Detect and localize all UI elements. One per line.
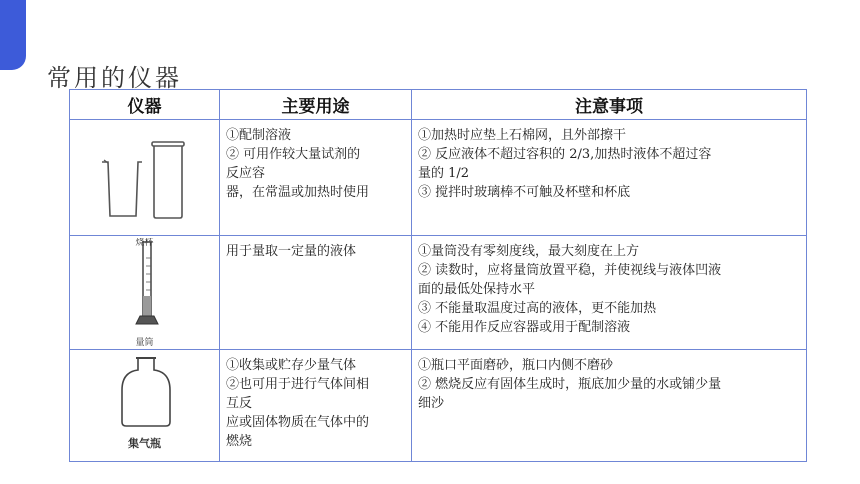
usage-line: 器，在常温或加热时使用 xyxy=(226,185,370,200)
note-line: ③ 搅拌时玻璃棒不可触及杯壁和杯底 xyxy=(418,185,631,200)
note-line: ② 读数时，应将量筒放置平稳，并使视线与液体凹液 xyxy=(418,263,722,278)
note-line: ①瓶口平面磨砂，瓶口内侧不磨砂 xyxy=(418,358,614,373)
instrument-cell xyxy=(70,120,220,248)
instrument-label: 烧杯 xyxy=(135,238,154,248)
usage-cell xyxy=(220,120,412,236)
usage-line: ② 可用作较大量试剂的 xyxy=(226,147,361,162)
accent-bar xyxy=(0,0,26,70)
header-usage: 主要用途 xyxy=(220,90,412,120)
usage-line: ①收集或贮存少量气体 xyxy=(226,358,357,373)
usage-line: 互反 xyxy=(226,396,253,411)
note-line: ④ 不能用作反应容器或用于配制溶液 xyxy=(418,320,631,335)
note-line: ② 反应液体不超过容积的 2/3,加热时液体不超过容 xyxy=(418,147,712,162)
instrument-label: 集气瓶 xyxy=(128,437,161,450)
graduated-cylinder-icon xyxy=(70,236,220,350)
note-line: 细沙 xyxy=(418,396,445,411)
note-line: ①量筒没有零刻度线，最大刻度在上方 xyxy=(418,244,640,259)
notes-cell xyxy=(412,350,807,462)
instrument-label: 量筒 xyxy=(135,338,154,348)
usage-cell xyxy=(220,236,412,350)
instrument-table xyxy=(69,89,807,462)
note-line: ② 燃烧反应有固体生成时，瓶底加少量的水或铺少量 xyxy=(418,377,722,392)
usage-line: 用于量取一定量的液体 xyxy=(226,244,357,259)
usage-line: 燃烧 xyxy=(226,434,253,449)
usage-line: 应或固体物质在气体中的 xyxy=(226,415,370,430)
beaker-icon xyxy=(70,120,220,236)
notes-cell xyxy=(412,120,807,236)
page-title: 常用的仪器 xyxy=(47,64,182,92)
instrument-cell xyxy=(70,236,220,350)
table-row xyxy=(70,236,807,350)
note-line: 面的最低处保持水平 xyxy=(418,282,536,297)
notes-cell xyxy=(412,236,807,350)
header-instrument: 仪器 xyxy=(70,90,220,120)
usage-line: ②也可用于进行气体间相 xyxy=(226,377,370,392)
usage-cell xyxy=(220,350,412,462)
usage-line: 反应容 xyxy=(226,166,266,181)
instrument-cell xyxy=(70,350,220,462)
table-row xyxy=(70,120,807,236)
header-notes: 注意事项 xyxy=(412,90,807,120)
note-line: ①加热时应垫上石棉网，且外部擦干 xyxy=(418,128,627,143)
table-header-row xyxy=(70,90,807,120)
note-line: 量的 1/2 xyxy=(418,166,470,181)
usage-line: ①配制溶液 xyxy=(226,128,292,143)
table-row xyxy=(70,350,807,462)
note-line: ③ 不能量取温度过高的液体，更不能加热 xyxy=(418,301,657,316)
